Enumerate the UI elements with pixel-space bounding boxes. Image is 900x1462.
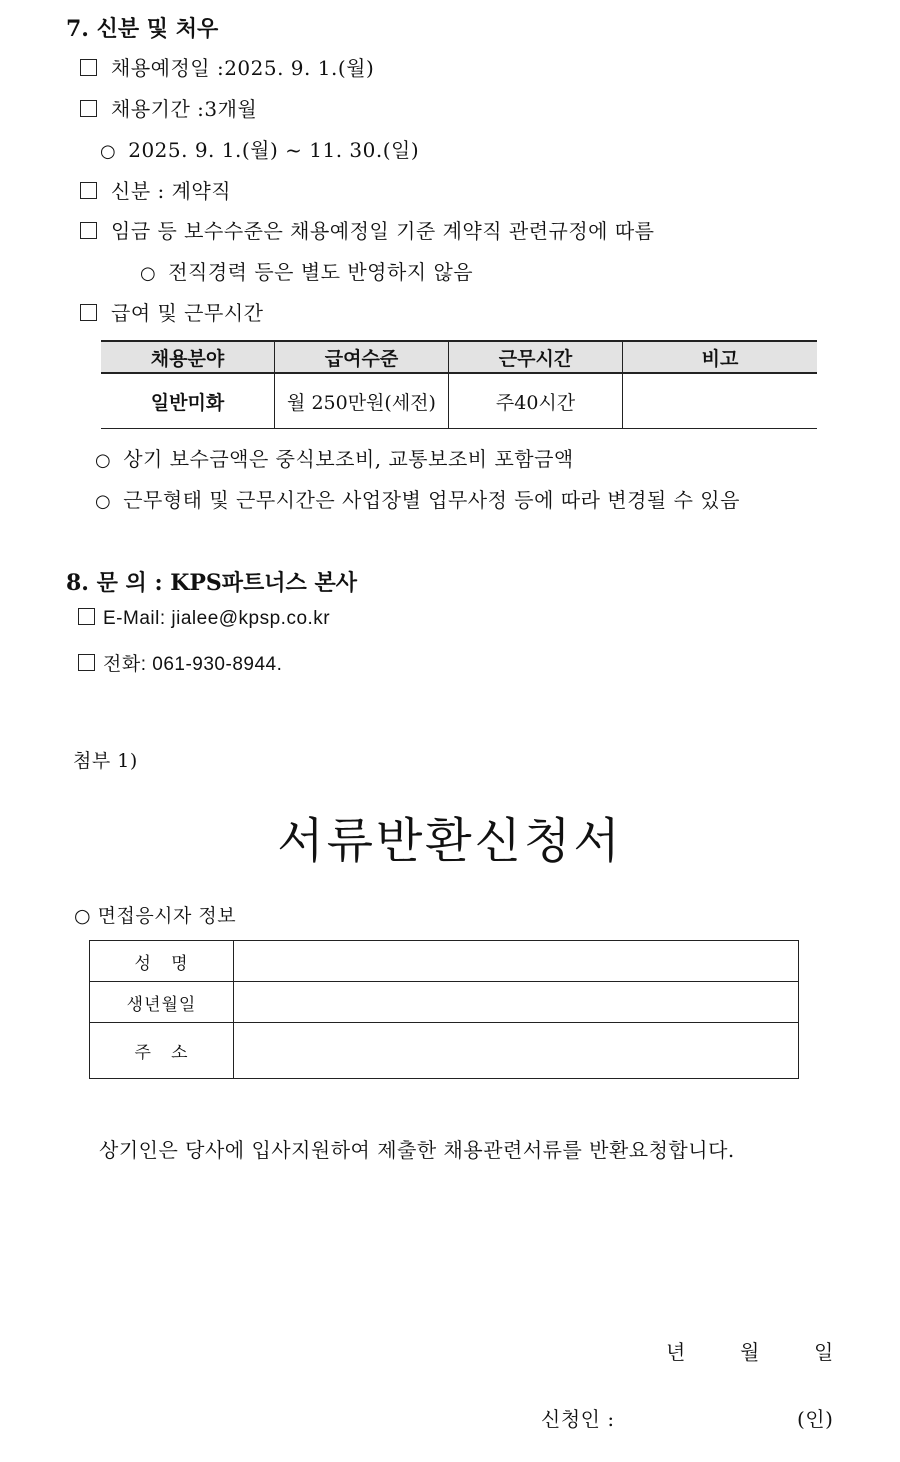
employment-period-item: 채용기간 :3개월: [80, 93, 257, 122]
name-field[interactable]: [234, 941, 799, 982]
status-item: 신분 : 계약직: [80, 175, 231, 204]
work-note-item: ○ 근무형태 및 근무시간은 사업장별 업무사정 등에 따라 변경될 수 있음: [95, 488, 740, 512]
phone-item: 전화: 061-930-8944.: [78, 649, 282, 676]
attachment-label: 첨부 1): [73, 750, 138, 772]
checkbox-square-icon: [80, 222, 97, 239]
date-year-label: 년: [666, 1340, 686, 1364]
date-day-label: 일: [814, 1340, 834, 1364]
bullet-circle-icon: ○: [140, 263, 157, 284]
applicant-info-heading: ○ 면접응시자 정보: [74, 905, 237, 927]
section8-heading: 8. 문 의 : KPS파트너스 본사: [66, 570, 357, 596]
bullet-circle-icon: ○: [95, 450, 112, 471]
checkbox-square-icon: [78, 608, 95, 625]
cell-remarks: [623, 373, 818, 429]
email-item: E-Mail: jialee@kpsp.co.kr: [78, 608, 330, 630]
checkbox-square-icon: [80, 100, 97, 117]
cell-pay: 월 250만원(세전): [275, 373, 449, 429]
wage-item: 임금 등 보수수준은 채용예정일 기준 계약직 관련규정에 따름: [80, 215, 655, 244]
cell-field: 일반미화: [101, 373, 275, 429]
checkbox-square-icon: [78, 654, 95, 671]
table-row: [90, 1023, 799, 1079]
pay-note-item: ○ 상기 보수금액은 중식보조비, 교통보조비 포함금액: [95, 447, 574, 471]
cell-hours: 주40시간: [449, 373, 623, 429]
header-field: 채용분야: [101, 341, 275, 373]
table-row: [90, 982, 799, 1023]
header-pay: 급여수준: [275, 341, 449, 373]
pay-hours-item: 급여 및 근무시간: [80, 297, 263, 326]
period-range-item: ○ 2025. 9. 1.(월) ~ 11. 30.(일): [100, 138, 420, 162]
name-label: 성 명: [90, 941, 234, 982]
section7-heading: 7. 신분 및 처우: [66, 16, 219, 42]
checkbox-square-icon: [80, 182, 97, 199]
form-title: 서류반환신청서: [277, 813, 623, 869]
checkbox-square-icon: [80, 304, 97, 321]
header-remarks: 비고: [623, 341, 818, 373]
table-row: [90, 941, 799, 982]
pay-table-header-row: [101, 341, 817, 373]
return-request-statement: 상기인은 당사에 입사지원하여 제출한 채용관련서류를 반환요청합니다.: [99, 1138, 735, 1162]
table-row: [101, 373, 817, 429]
header-hours: 근무시간: [449, 341, 623, 373]
address-field[interactable]: [234, 1023, 799, 1079]
birthdate-field[interactable]: [234, 982, 799, 1023]
career-note-item: ○ 전직경력 등은 별도 반영하지 않음: [140, 260, 474, 284]
pay-table: [101, 340, 817, 429]
birthdate-label: 생년월일: [90, 982, 234, 1023]
address-label: 주 소: [90, 1023, 234, 1079]
seal-mark: (인): [797, 1407, 834, 1431]
bullet-circle-icon: ○: [100, 141, 117, 162]
bullet-circle-icon: ○: [95, 491, 112, 512]
date-month-label: 월: [740, 1340, 760, 1364]
employment-date-item: 채용예정일 :2025. 9. 1.(월): [80, 52, 374, 81]
applicant-info-table: [89, 940, 799, 1079]
checkbox-square-icon: [80, 59, 97, 76]
applicant-label: 신청인 :: [541, 1407, 615, 1431]
